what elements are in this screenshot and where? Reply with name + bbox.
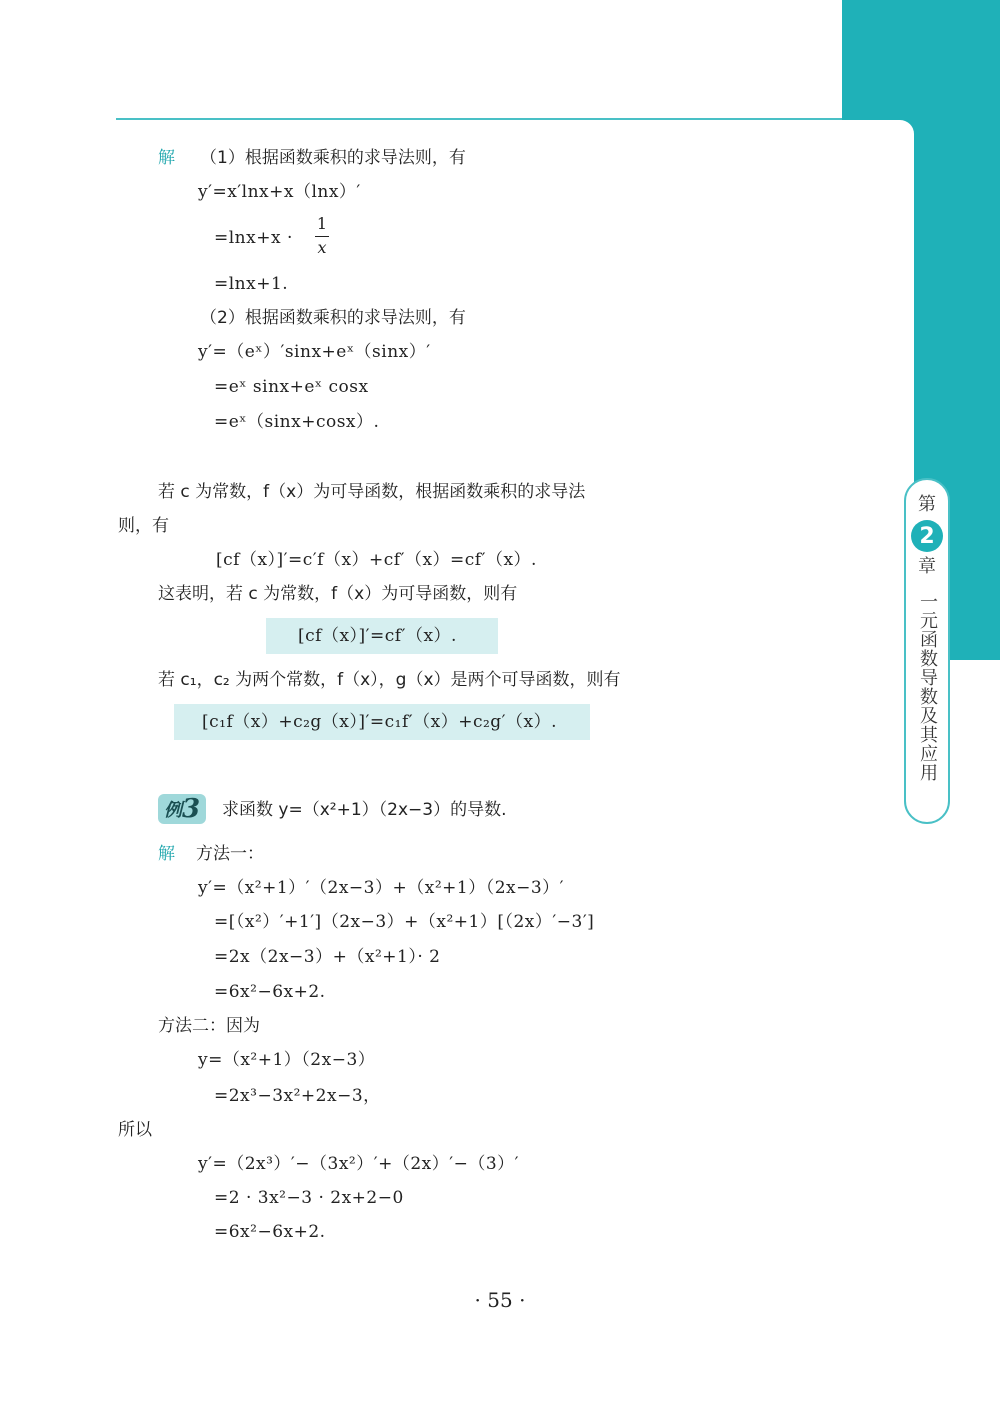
example-badge bbox=[158, 794, 206, 824]
example-question: 求函数 y=（x²+1）（2x−3）的导数. bbox=[222, 800, 507, 820]
page-header-area bbox=[0, 0, 840, 118]
equation-line: y′=（eˣ）′sinx+eˣ（sinx）′ bbox=[198, 342, 431, 362]
fraction-numerator: 1 bbox=[316, 214, 328, 233]
chapter-suffix: 章 bbox=[918, 556, 936, 577]
example-badge-text: 例 bbox=[163, 800, 182, 821]
equation-line: y′=（2x³）′−（3x²）′+（2x）′−（3）′ bbox=[198, 1154, 520, 1174]
equation-line: =6x²−6x+2. bbox=[214, 982, 326, 1002]
example-badge-number: 3 bbox=[181, 794, 201, 824]
solution-intro-1: （1）根据函数乘积的求导法则，有 bbox=[200, 148, 466, 168]
equation-line: =2 · 3x²−3 · 2x+2−0 bbox=[214, 1188, 404, 1208]
paragraph-text: 这表明，若 c 为常数，f（x）为可导函数，则有 bbox=[158, 584, 518, 604]
equation-line: [cf（x）]′=c′f（x）+cf′（x）=cf′（x）. bbox=[216, 550, 537, 570]
equation-line: =[（x²）′+1′]（2x−3）+（x²+1）[（2x）′−3′] bbox=[214, 912, 595, 932]
fraction-denominator: x bbox=[317, 238, 327, 257]
chapter-tab bbox=[904, 478, 950, 824]
paragraph-text: 若 c 为常数，f（x）为可导函数，根据函数乘积的求导法 bbox=[158, 482, 586, 502]
equation-line: y′=（x²+1）′（2x−3）+（x²+1）（2x−3）′ bbox=[198, 878, 565, 898]
equation-line: =eˣ（sinx+cosx）. bbox=[214, 412, 380, 432]
method-heading: 方法二：因为 bbox=[158, 1016, 260, 1036]
equation-line: =lnx+1. bbox=[214, 274, 289, 294]
method-heading: 方法一： bbox=[196, 844, 264, 864]
equation-line: y′=x′lnx+x（lnx）′ bbox=[198, 182, 361, 202]
fraction-bar bbox=[315, 236, 329, 237]
equation-line: y=（x²+1）（2x−3） bbox=[198, 1050, 376, 1070]
equation-line: =lnx+x · bbox=[214, 228, 293, 248]
equation-line: =2x（2x−3）+（x²+1）· 2 bbox=[214, 947, 441, 967]
paragraph-text: 则，有 bbox=[118, 516, 169, 536]
paragraph-text: 所以 bbox=[118, 1120, 152, 1140]
solution-label: 解 bbox=[158, 148, 175, 168]
paragraph-text: 若 c₁，c₂ 为两个常数，f（x），g（x）是两个可导函数，则有 bbox=[158, 670, 621, 690]
chapter-title: 一元函数导数及其应用 bbox=[917, 592, 938, 782]
chapter-number-badge: 2 bbox=[911, 520, 943, 552]
boxed-formula: [c₁f（x）+c₂g（x）]′=c₁f′（x）+c₂g′（x）. bbox=[202, 712, 558, 732]
boxed-formula: [cf（x）]′=cf′（x）. bbox=[298, 626, 457, 646]
equation-line: =6x²−6x+2. bbox=[214, 1222, 326, 1242]
solution-intro-2: （2）根据函数乘积的求导法则，有 bbox=[200, 308, 466, 328]
page-number: · 55 · bbox=[474, 1288, 526, 1312]
header-rule bbox=[116, 118, 916, 120]
equation-line: =eˣ sinx+eˣ cosx bbox=[214, 377, 369, 397]
chapter-prefix: 第 bbox=[918, 494, 936, 515]
solution-label: 解 bbox=[158, 844, 175, 864]
equation-line: =2x³−3x²+2x−3， bbox=[214, 1086, 381, 1106]
